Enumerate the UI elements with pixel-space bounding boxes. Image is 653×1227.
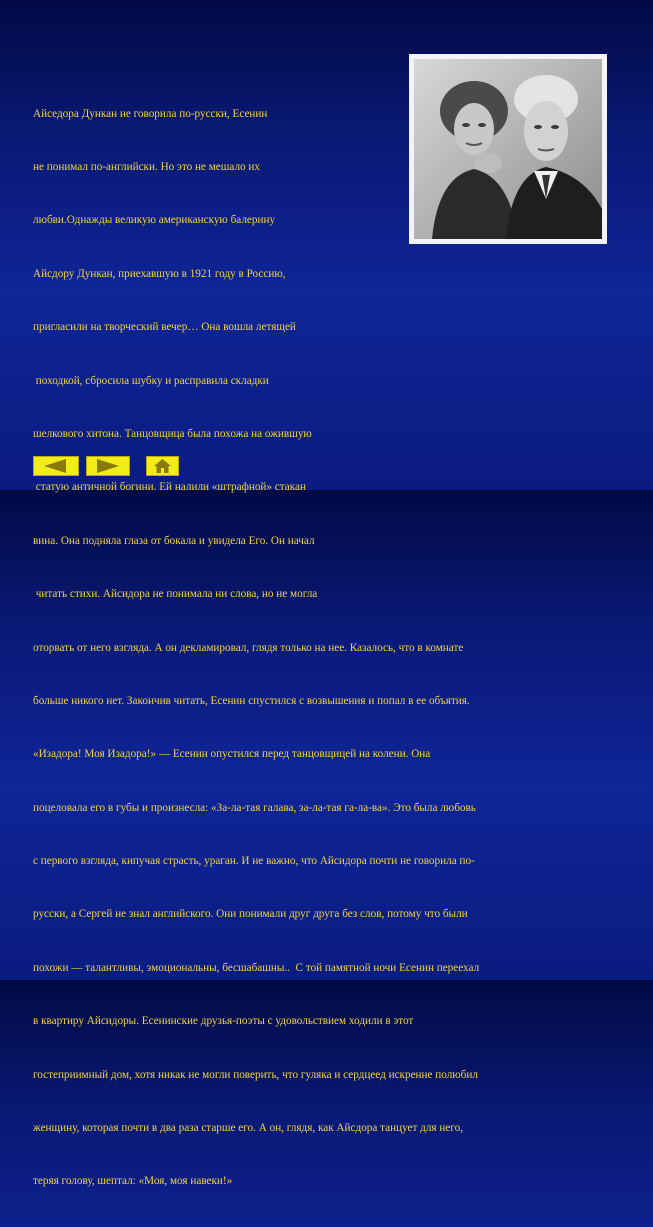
text-line: читать стихи. Айсидора не понимала ни слова, но не могла (33, 588, 318, 601)
text-line: «Изадора! Моя Изадора!» — Есенин опустился перед танцовщицей на колени. Она (33, 748, 431, 761)
home-icon (147, 457, 178, 475)
text-line: теряя голову, шептал: «Моя, моя навеки!» (33, 1175, 233, 1188)
text-line: больше никого нет. Закончив читать, Есенин спустился с возвышения и попал в ее объятия. (33, 694, 470, 707)
home-button[interactable] (146, 456, 179, 476)
text-line: в квартиру Айсидоры. Есенинские друзья-поэты с удовольствием ходили в этот (33, 1015, 414, 1028)
prev-slide-button[interactable] (33, 456, 79, 476)
text-line: пригласили на творческий вечер… Она вошла летящей (33, 321, 296, 334)
text-line: русски, а Сергей не знал английского. Они понимали друг друга без слов, потому что были (33, 908, 468, 921)
text-line: любви.Однажды великую американскую балерину (33, 214, 276, 227)
text-line: шелкового хитона. Танцовщица была похожа на ожившую (33, 427, 312, 440)
text-line: Айседора Дункан не говорила по-русски, Есенин (33, 107, 268, 120)
text-line: женщину, которая почти в два раза старше его. А он, глядя, как Айсдора танцует для него, (33, 1122, 464, 1135)
text-line: не понимал по-английски. Но это не мешало их (33, 160, 260, 173)
next-slide-button[interactable] (86, 456, 130, 476)
text-line: оторвать от него взгляда. А он декламировал, глядя только на нее. Казалось, что в комнате (33, 641, 464, 654)
text-line: походкой, сбросила шубку и расправила складки (33, 374, 269, 387)
arrow-left-icon (34, 457, 78, 475)
text-line: поцеловала его в губы и произнесла: «За-ла-тая галава, за-ла-тая га-ла-ва». Это была любовь (33, 801, 476, 814)
text-line: похожи — талантливы, эмоциональны, бесшабашны.. С той памятной ночи Есенин переехал (33, 961, 480, 974)
text-line: с первого взгляда, кипучая страсть, ураган. И не важно, что Айсидора почти не говорила по- (33, 855, 475, 868)
text-line: вина. Она подняла глаза от бокала и увидела Его. Он начал (33, 534, 315, 547)
arrow-right-icon (87, 457, 129, 475)
text-line: статую античной богини. Ей налили «штрафной» стакан (33, 481, 306, 494)
text-line: Айсдору Дункан, приехавшую в 1921 году в Россию, (33, 267, 286, 280)
slide-text (33, 70, 603, 1227)
text-line: гостеприимный дом, хотя никак не могли поверить, что гуляка и сердцеед искренне полюбил (33, 1068, 478, 1081)
